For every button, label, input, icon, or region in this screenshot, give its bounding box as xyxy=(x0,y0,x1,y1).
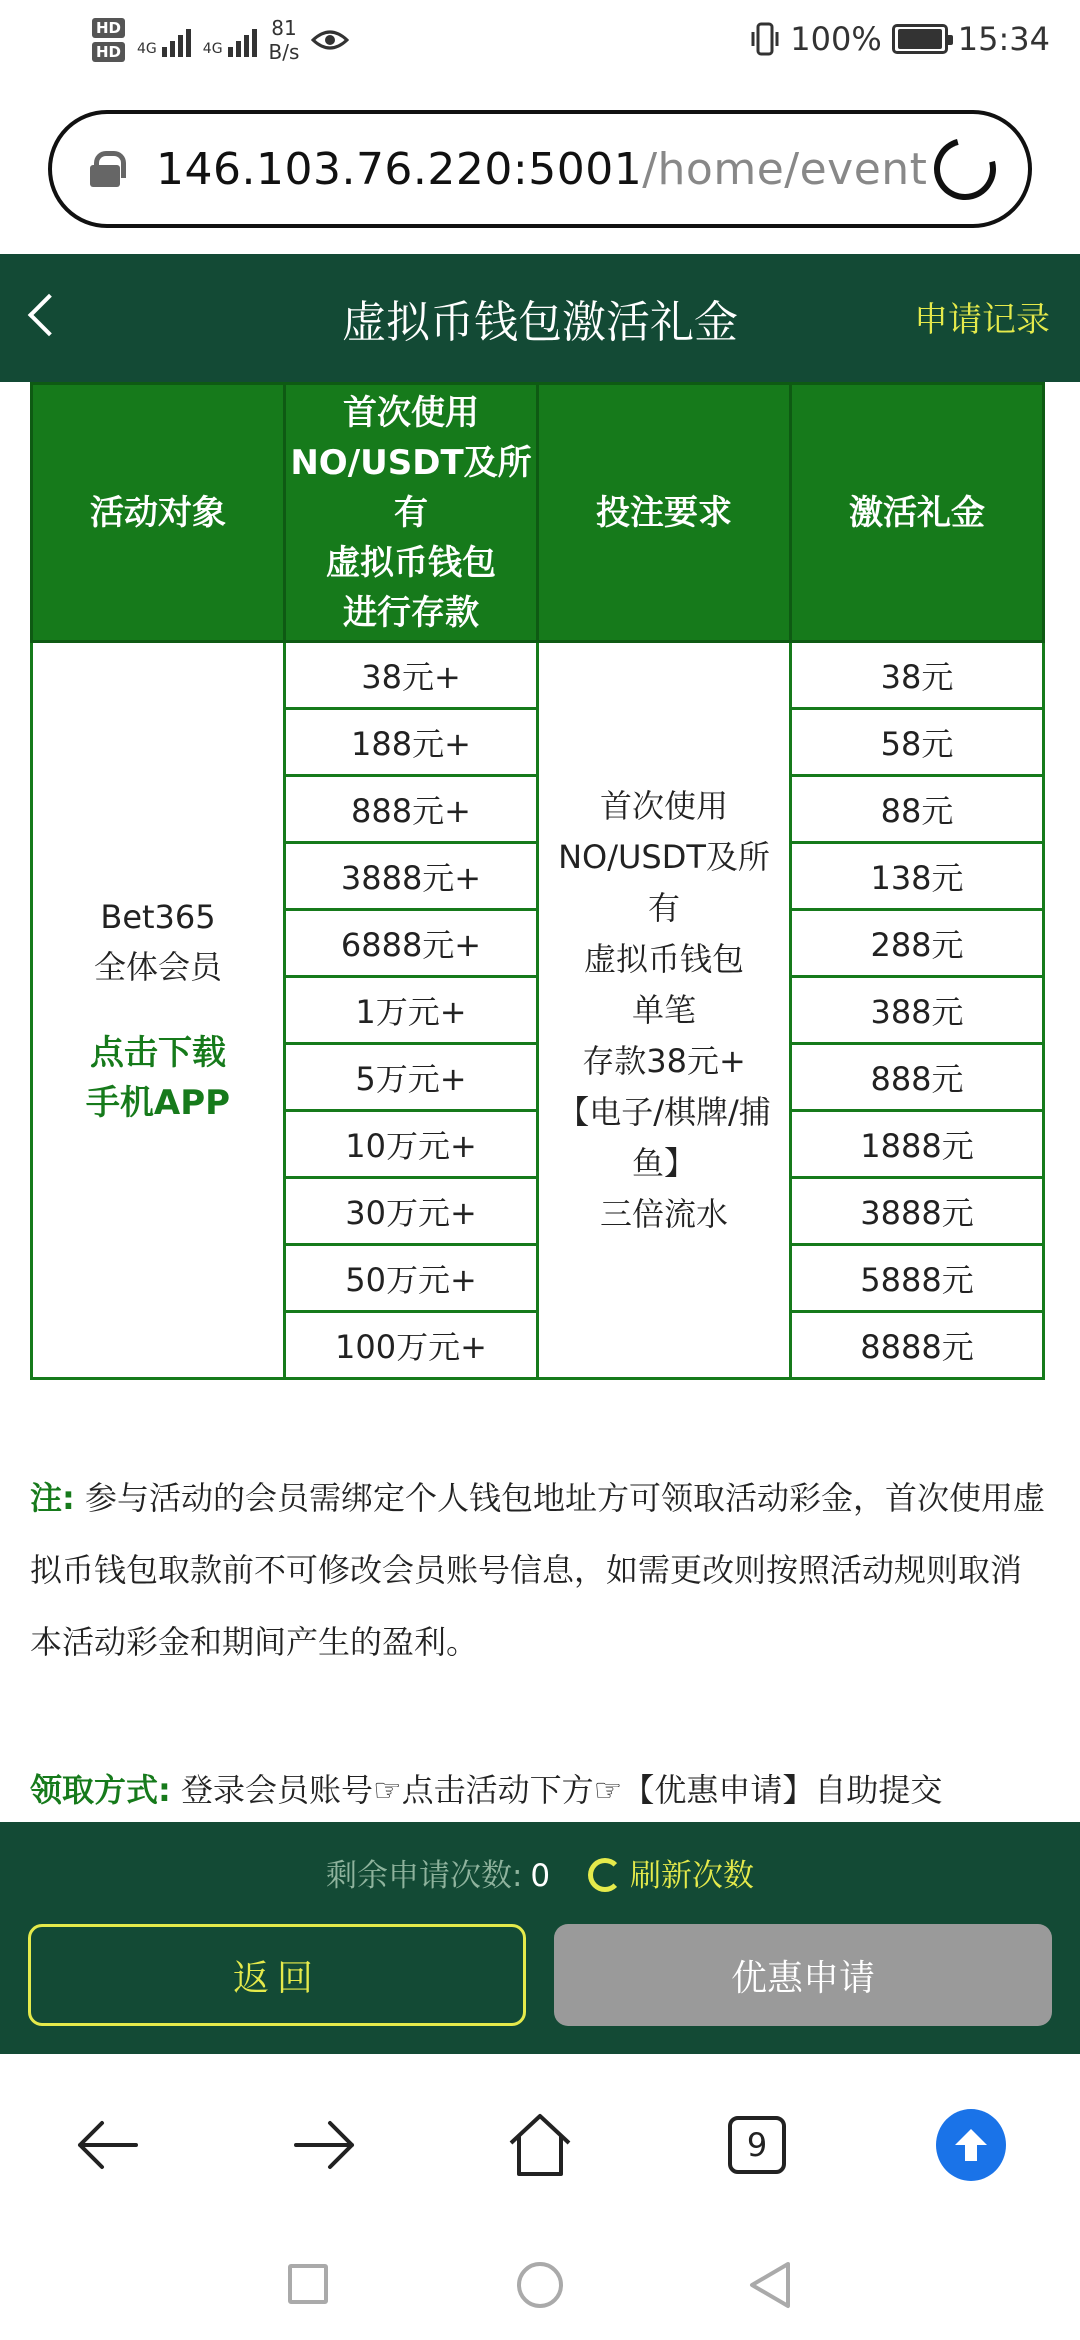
target-line2: 全体会员 xyxy=(93,948,222,986)
requirement-cell xyxy=(538,642,791,1379)
note-paragraph xyxy=(30,1462,1050,1678)
status-bar xyxy=(0,0,1080,90)
bonus-cell: 888元 xyxy=(791,1044,1044,1111)
req-l9: 三倍流水 xyxy=(599,1194,728,1233)
app-header xyxy=(0,254,1080,382)
remaining-count: 0 xyxy=(530,1858,551,1894)
main-content[interactable] xyxy=(0,382,1080,1822)
address-bar[interactable] xyxy=(48,110,1032,228)
deposit-cell: 1万元+ xyxy=(285,977,538,1044)
back-button[interactable]: 返回 xyxy=(28,1924,526,2026)
deposit-cell: 6888元+ xyxy=(285,910,538,977)
lock-icon xyxy=(90,151,120,187)
deposit-cell: 30万元+ xyxy=(285,1178,538,1245)
note-text: 参与活动的会员需绑定个人钱包地址方可领取活动彩金，首次使用虚拟币钱包取款前不可修改会员账号信息，如需更改则按照活动规则取消本活动彩金和期间产生的盈利。 xyxy=(30,1479,1045,1661)
url-text[interactable] xyxy=(156,144,927,195)
eye-icon xyxy=(311,28,349,52)
refresh-icon xyxy=(588,1858,622,1892)
browser-home-button[interactable] xyxy=(505,2110,575,2180)
status-left xyxy=(92,16,349,64)
bonus-cell: 88元 xyxy=(791,776,1044,843)
arrow-left-icon xyxy=(72,2110,142,2180)
promo-table xyxy=(30,382,1045,1380)
target-cell xyxy=(32,642,285,1379)
req-l2: NO/USDT及所 xyxy=(558,837,770,876)
page-title: 虚拟币钱包激活礼金 xyxy=(342,297,738,348)
remaining-counter xyxy=(0,1850,1080,1895)
home-circle-icon[interactable] xyxy=(517,2262,563,2308)
bonus-cell: 3888元 xyxy=(791,1178,1044,1245)
download-app-link-2[interactable]: 手机APP xyxy=(85,1083,231,1123)
table-row xyxy=(32,642,1044,709)
system-nav-bar xyxy=(0,2220,1080,2340)
req-l1: 首次使用 xyxy=(599,786,728,825)
req-l5: 单笔 xyxy=(631,990,696,1029)
deposit-cell: 50万元+ xyxy=(285,1245,538,1312)
header-deposit-l2: NO/USDT及所 xyxy=(290,442,532,483)
scroll-top-button[interactable] xyxy=(936,2110,1006,2180)
header-requirement: 投注要求 xyxy=(538,384,791,642)
hd-icon: HD HD xyxy=(92,18,125,62)
url-host: 146.103.76.220:5001 xyxy=(156,143,643,195)
deposit-cell: 38元+ xyxy=(285,642,538,709)
claim-paragraph xyxy=(30,1754,1050,1822)
bonus-cell: 388元 xyxy=(791,977,1044,1044)
arrow-right-icon xyxy=(290,2110,360,2180)
req-l6: 存款38元+ xyxy=(582,1041,746,1080)
table-header-row xyxy=(32,384,1044,642)
signal-icon-2 xyxy=(203,23,257,57)
bonus-cell: 138元 xyxy=(791,843,1044,910)
req-l3: 有 xyxy=(647,888,680,927)
claim-text: 登录会员账号☞点击活动下方☞【优惠申请】自助提交 xyxy=(180,1771,943,1809)
recent-apps-icon[interactable] xyxy=(288,2264,328,2304)
header-deposit-l4: 虚拟币钱包 xyxy=(326,542,496,583)
deposit-cell: 5万元+ xyxy=(285,1044,538,1111)
apply-record-link[interactable]: 申请记录 xyxy=(914,300,1050,340)
deposit-cell: 3888元+ xyxy=(285,843,538,910)
deposit-cell: 188元+ xyxy=(285,709,538,776)
clock: 15:34 xyxy=(957,20,1050,58)
browser-back-button[interactable] xyxy=(72,2110,142,2180)
deposit-cell: 888元+ xyxy=(285,776,538,843)
bonus-cell: 288元 xyxy=(791,910,1044,977)
deposit-cell: 100万元+ xyxy=(285,1312,538,1379)
status-right xyxy=(750,20,1050,58)
header-deposit-l3: 有 xyxy=(394,492,428,533)
bonus-cell: 1888元 xyxy=(791,1111,1044,1178)
bonus-cell: 8888元 xyxy=(791,1312,1044,1379)
signal-icon xyxy=(137,23,191,57)
browser-forward-button[interactable] xyxy=(290,2110,360,2180)
req-l8: 鱼】 xyxy=(631,1143,696,1182)
header-deposit-l1: 首次使用 xyxy=(343,392,479,433)
header-deposit xyxy=(285,384,538,642)
apply-bonus-button[interactable]: 优惠申请 xyxy=(554,1924,1052,2026)
battery-percent: 100% xyxy=(790,20,882,58)
remaining-label: 剩余申请次数: xyxy=(325,1858,523,1894)
arrow-up-icon xyxy=(936,2109,1006,2181)
home-icon xyxy=(505,2110,575,2180)
download-app-link-1[interactable]: 点击下载 xyxy=(90,1033,226,1073)
bottom-action-panel xyxy=(0,1822,1080,2054)
network-type-2: 4G xyxy=(202,41,223,57)
refresh-button[interactable] xyxy=(588,1858,754,1894)
url-path: /home/event xyxy=(642,143,928,195)
req-l7: 【电子/棋牌/捕 xyxy=(557,1092,771,1131)
table-body xyxy=(32,642,1044,1379)
target-line1: Bet365 xyxy=(100,898,216,936)
refresh-label: 刷新次数 xyxy=(630,1858,755,1894)
note-label: 注: xyxy=(30,1479,75,1517)
claim-label: 领取方式: xyxy=(30,1771,171,1809)
header-deposit-l5: 进行存款 xyxy=(343,592,479,633)
tabs-count: 9 xyxy=(728,2116,786,2174)
bonus-cell: 38元 xyxy=(791,642,1044,709)
battery-icon xyxy=(892,24,948,54)
system-back-icon[interactable] xyxy=(746,2260,794,2310)
bonus-cell: 5888元 xyxy=(791,1245,1044,1312)
bonus-cell: 58元 xyxy=(791,709,1044,776)
browser-tabs-button[interactable] xyxy=(722,2110,792,2180)
speed-unit: B/s xyxy=(268,40,300,64)
speed-value: 81 xyxy=(271,16,297,40)
req-l4: 虚拟币钱包 xyxy=(583,939,744,978)
header-bonus: 激活礼金 xyxy=(791,384,1044,642)
deposit-cell: 10万元+ xyxy=(285,1111,538,1178)
reload-icon[interactable] xyxy=(923,127,1008,212)
browser-toolbar xyxy=(0,2054,1080,2220)
vibrate-icon xyxy=(750,22,780,56)
network-type-1: 4G xyxy=(137,41,157,57)
network-speed xyxy=(269,16,300,64)
header-target: 活动对象 xyxy=(32,384,285,642)
